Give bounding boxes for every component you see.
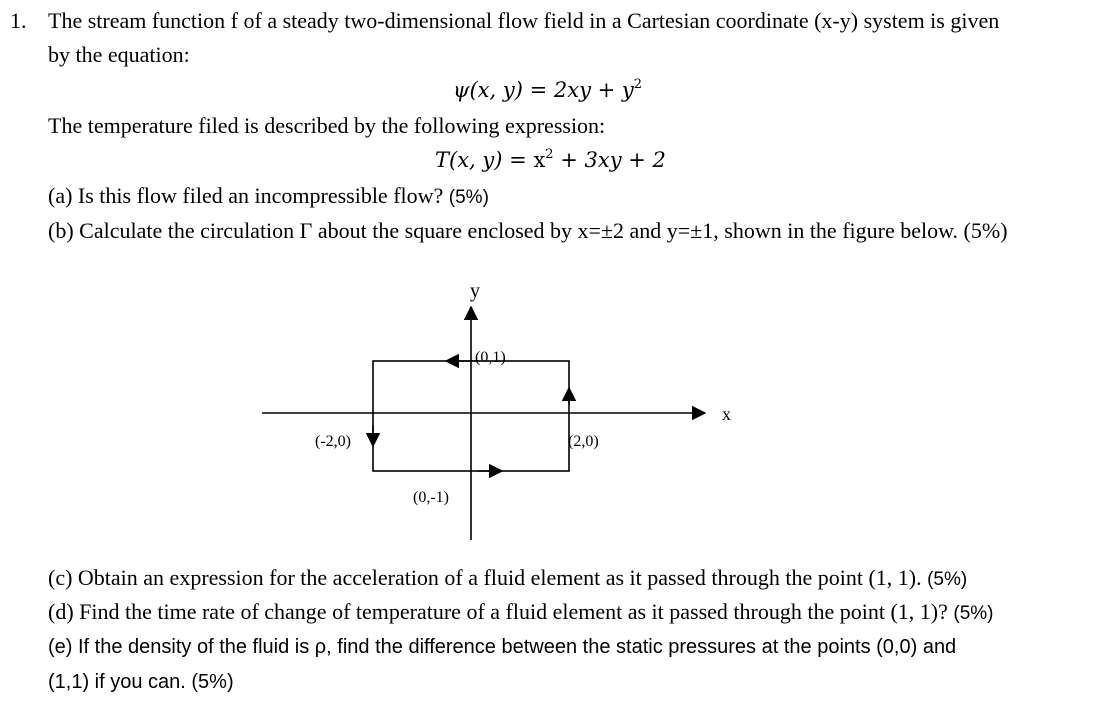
eq1-exponent: 2 <box>633 77 643 92</box>
part-e-line-1: (e) If the density of the fluid is ρ, find the difference between the static pressures at the points (0,0) and <box>48 636 957 658</box>
part-e-line-2: (1,1) if you can. (5%) <box>48 671 234 693</box>
problem-number: 1. <box>10 8 27 33</box>
eq1-lhs: ψ(x, y) <box>453 78 523 102</box>
part-c-points: (5%) <box>927 569 968 590</box>
eq2-equals: = <box>509 148 527 172</box>
label-0-1: (0,1) <box>475 349 506 366</box>
y-axis-label: y <box>470 280 480 302</box>
part-d-points: (5%) <box>953 603 994 624</box>
eq1-rhs: 2xy + y <box>553 78 634 102</box>
part-d-text: (d) Find the time rate of change of temperature of a fluid element as it passed through the point (1, 1)? <box>48 599 948 624</box>
part-a-text: (a) Is this flow filed an incompressible flow? <box>48 183 444 208</box>
intro-line-1: The stream function f of a steady two-dimensional flow field in a Cartesian coordinate (x-y) system is given <box>48 8 1000 33</box>
part-c <box>48 565 967 591</box>
eq2-rhs: + 3xy + 2 <box>560 148 666 172</box>
part-c-text: (c) Obtain an expression for the acceleration of a fluid element as it passed through the point (1, 1). <box>48 565 922 590</box>
eq2-exponent: 2 <box>545 147 554 162</box>
eq2-x: x <box>533 148 546 172</box>
intro-line-2: by the equation: <box>48 42 190 67</box>
temperature-intro: The temperature filed is described by the following expression: <box>48 113 606 138</box>
eq2-lhs: T(x, y) <box>435 148 503 172</box>
label-minus2-0: (-2,0) <box>315 433 351 450</box>
eq1-equals: = <box>529 78 548 102</box>
label-0-minus1: (0,-1) <box>413 489 449 506</box>
x-axis-label: x <box>722 404 731 424</box>
part-d <box>48 599 994 625</box>
label-2-0: (2,0) <box>568 433 599 450</box>
part-b-text: (b) Calculate the circulation Γ about the square enclosed by x=±2 and y=±1, shown in the figure below. (5%) <box>48 218 1008 243</box>
part-a-points: (5%) <box>448 187 489 208</box>
